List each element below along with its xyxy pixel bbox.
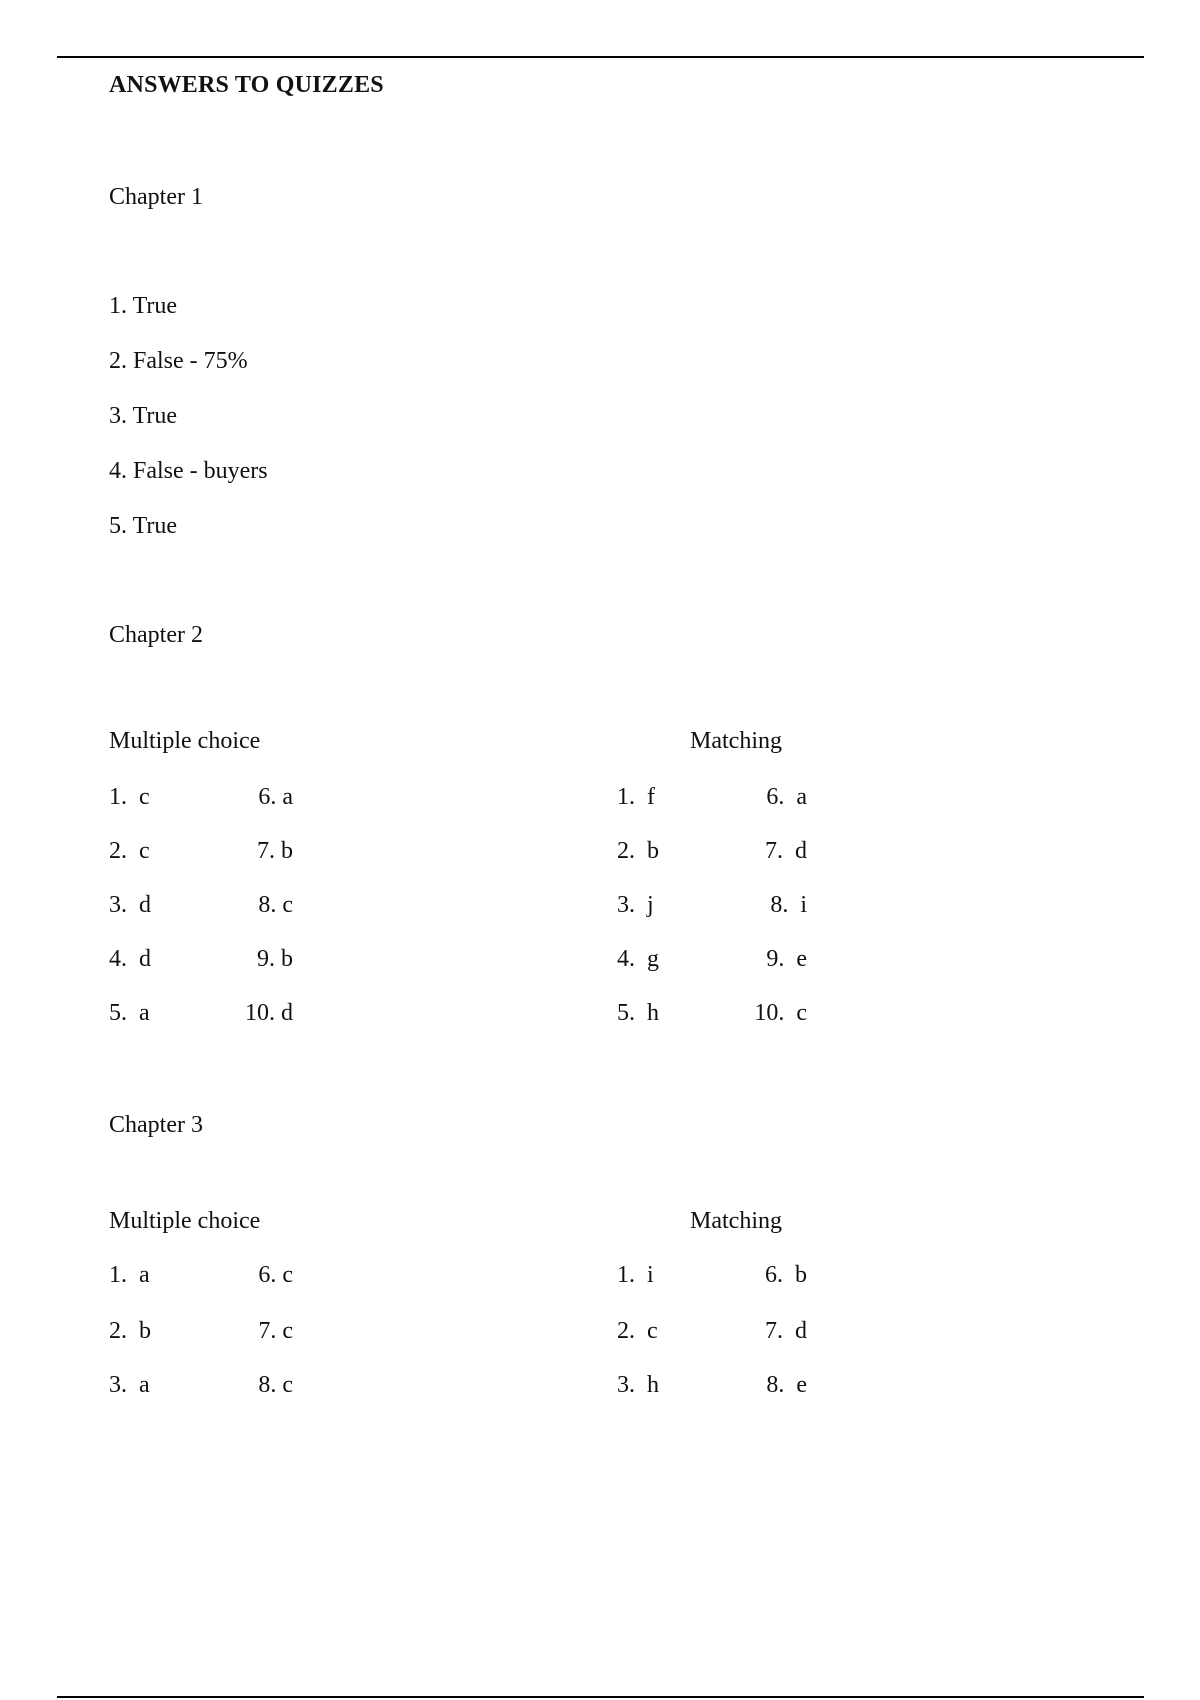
top-rule [57, 56, 1144, 58]
mc-answer: 8. c [258, 892, 293, 918]
mc-answer: 10. d [245, 1000, 293, 1026]
chapter-2-heading: Chapter 2 [109, 622, 203, 648]
mc-answer: 6. a [258, 784, 293, 810]
matching-heading: Matching [690, 1208, 782, 1234]
mc-answer: 8. c [258, 1372, 293, 1398]
matching-answer: 2. c [617, 1318, 658, 1344]
matching-answer: 7. d [765, 1318, 807, 1344]
mc-answer: 1. a [109, 1262, 150, 1288]
list-item: 5. True [109, 513, 178, 539]
answer-row [0, 946, 1200, 976]
matching-answer: 10. c [754, 1000, 807, 1026]
answer-row [0, 1318, 1200, 1348]
list-item: 2. False - 75% [109, 348, 248, 374]
chapter-1-answer-list [109, 292, 268, 567]
answer-row [0, 838, 1200, 868]
mc-answer: 7. c [258, 1318, 293, 1344]
mc-answer: 9. b [257, 946, 293, 972]
matching-answer: 6. b [765, 1262, 807, 1288]
chapter-3-heading: Chapter 3 [109, 1112, 203, 1138]
list-item: 4. False - buyers [109, 458, 268, 484]
mc-answer: 6. c [258, 1262, 293, 1288]
mc-answer: 1. c [109, 784, 150, 810]
page-title: ANSWERS TO QUIZZES [109, 72, 384, 98]
matching-answer: 6. a [766, 784, 807, 810]
bottom-rule [57, 1696, 1144, 1698]
matching-answer: 1. i [617, 1262, 654, 1288]
multiple-choice-heading: Multiple choice [109, 728, 261, 754]
mc-answer: 3. d [109, 892, 151, 918]
multiple-choice-heading: Multiple choice [109, 1208, 261, 1234]
answer-row [0, 1000, 1200, 1030]
list-item: 3. True [109, 403, 178, 429]
matching-answer: 7. d [765, 838, 807, 864]
matching-answer: 3. j [617, 892, 654, 918]
answer-row [0, 1262, 1200, 1292]
answer-row [0, 1372, 1200, 1402]
matching-answer: 2. b [617, 838, 659, 864]
chapter-1-heading: Chapter 1 [109, 184, 203, 210]
mc-answer: 4. d [109, 946, 151, 972]
list-item: 1. True [109, 293, 178, 319]
answer-row [0, 784, 1200, 814]
matching-answer: 8. i [770, 892, 807, 918]
mc-answer: 2. c [109, 838, 150, 864]
matching-heading: Matching [690, 728, 782, 754]
matching-answer: 3. h [617, 1372, 659, 1398]
mc-answer: 2. b [109, 1318, 151, 1344]
answer-row [0, 892, 1200, 922]
matching-answer: 4. g [617, 946, 659, 972]
matching-answer: 9. e [766, 946, 807, 972]
mc-answer: 7. b [257, 838, 293, 864]
mc-answer: 5. a [109, 1000, 150, 1026]
mc-answer: 3. a [109, 1372, 150, 1398]
matching-answer: 1. f [617, 784, 655, 810]
matching-answer: 5. h [617, 1000, 659, 1026]
matching-answer: 8. e [766, 1372, 807, 1398]
